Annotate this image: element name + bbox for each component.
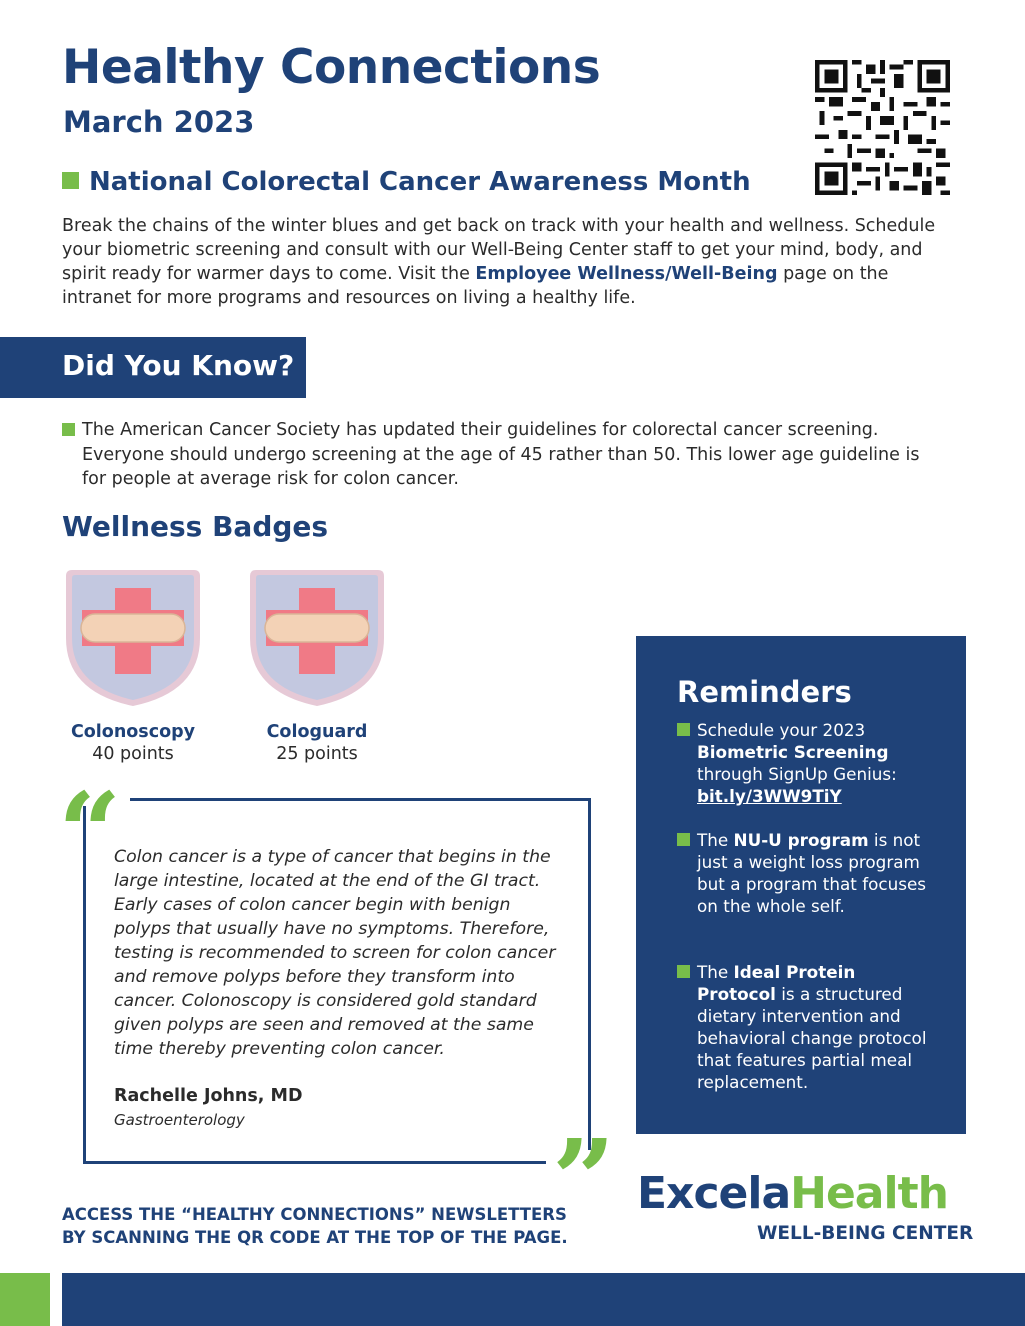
signup-genius-link[interactable]: bit.ly/3WW9TiY [697,786,842,806]
well-being-center-label: WELL-BEING CENTER [757,1223,974,1244]
wellness-page-link[interactable]: Employee Wellness/Well-Being [475,264,778,284]
access-newsletter-note: ACCESS THE “HEALTHY CONNECTIONS” NEWSLETTERS BY SCANNING THE QR CODE AT THE TOP OF THE PAGE. [62,1205,568,1247]
green-square-bullet [62,172,79,189]
reminders-heading: Reminders [677,675,852,709]
green-square-bullet [677,965,690,978]
quote-department: Gastroenterology [114,1111,245,1129]
green-square-bullet [62,423,75,436]
reminder-item-nu-u: The NU-U program is not just a weight loss program but a program that focuses on the whole self. [677,829,937,917]
awareness-heading: National Colorectal Cancer Awareness Month [62,167,751,197]
reminder-item-ideal-protein: The Ideal Protein Protocol is a structured dietary intervention and behavioral change protocol that features partial meal replacement. [677,961,937,1093]
close-quote-icon: ” [552,1115,616,1244]
quote-text: Colon cancer is a type of cancer that begins in the large intestine, located at the end of the GI tract. Early cases of colon cancer begin with benign polyps that usually have no symptoms. Therefore, testing is recommended to screen for colon cancer and remove polyps before they transform into cancer. Colonoscopy is considered gold standard given polyps are seen and removed at the same time thereby preventing colon cancer. [114,847,556,1059]
intro-paragraph: Break the chains of the winter blues and get back on track with your health and wellness. Schedule your biometric screening and consult with our Well-Being Center staff to get your mind, body, and spirit ready for warmer days to come. Visit the Employee Wellness/Well-Being page on the intranet for more programs and resources on living a healthy life. [62,216,936,308]
qr-code[interactable] [815,60,950,195]
green-square-bullet [677,833,690,846]
did-you-know-banner [0,337,306,398]
colonoscopy-badge-label: Colonoscopy 40 points [70,722,196,764]
reminder-item-biometric: Schedule your 2023 Biometric Screening through SignUp Genius: bit.ly/3WW9TiY [677,719,937,807]
footer-navy-bar [62,1273,1025,1326]
fact-text: The American Cancer Society has updated their guidelines for colorectal cancer screening. Everyone should undergo screening at the age of 45 rather than 50. This lower age guideline is for people at average risk for colon cancer. [82,420,920,489]
open-quote-icon: “ [58,768,122,897]
wellness-badges-heading: Wellness Badges [62,510,329,543]
fact-item [62,418,922,492]
did-you-know-heading: Did You Know? [62,349,295,382]
quote-author: Rachelle Johns, MD [114,1086,303,1106]
footer-green-block [0,1273,50,1326]
green-square-bullet [677,723,690,736]
reminders-panel [636,636,966,1134]
newsletter-title: Healthy Connections [62,40,601,95]
excela-health-logo: ExcelaHealth [637,1168,948,1219]
cologuard-badge-icon [246,568,388,708]
cologuard-badge-label: Cologuard 25 points [266,722,368,764]
colonoscopy-badge-icon [62,568,204,708]
newsletter-date: March 2023 [63,105,255,139]
